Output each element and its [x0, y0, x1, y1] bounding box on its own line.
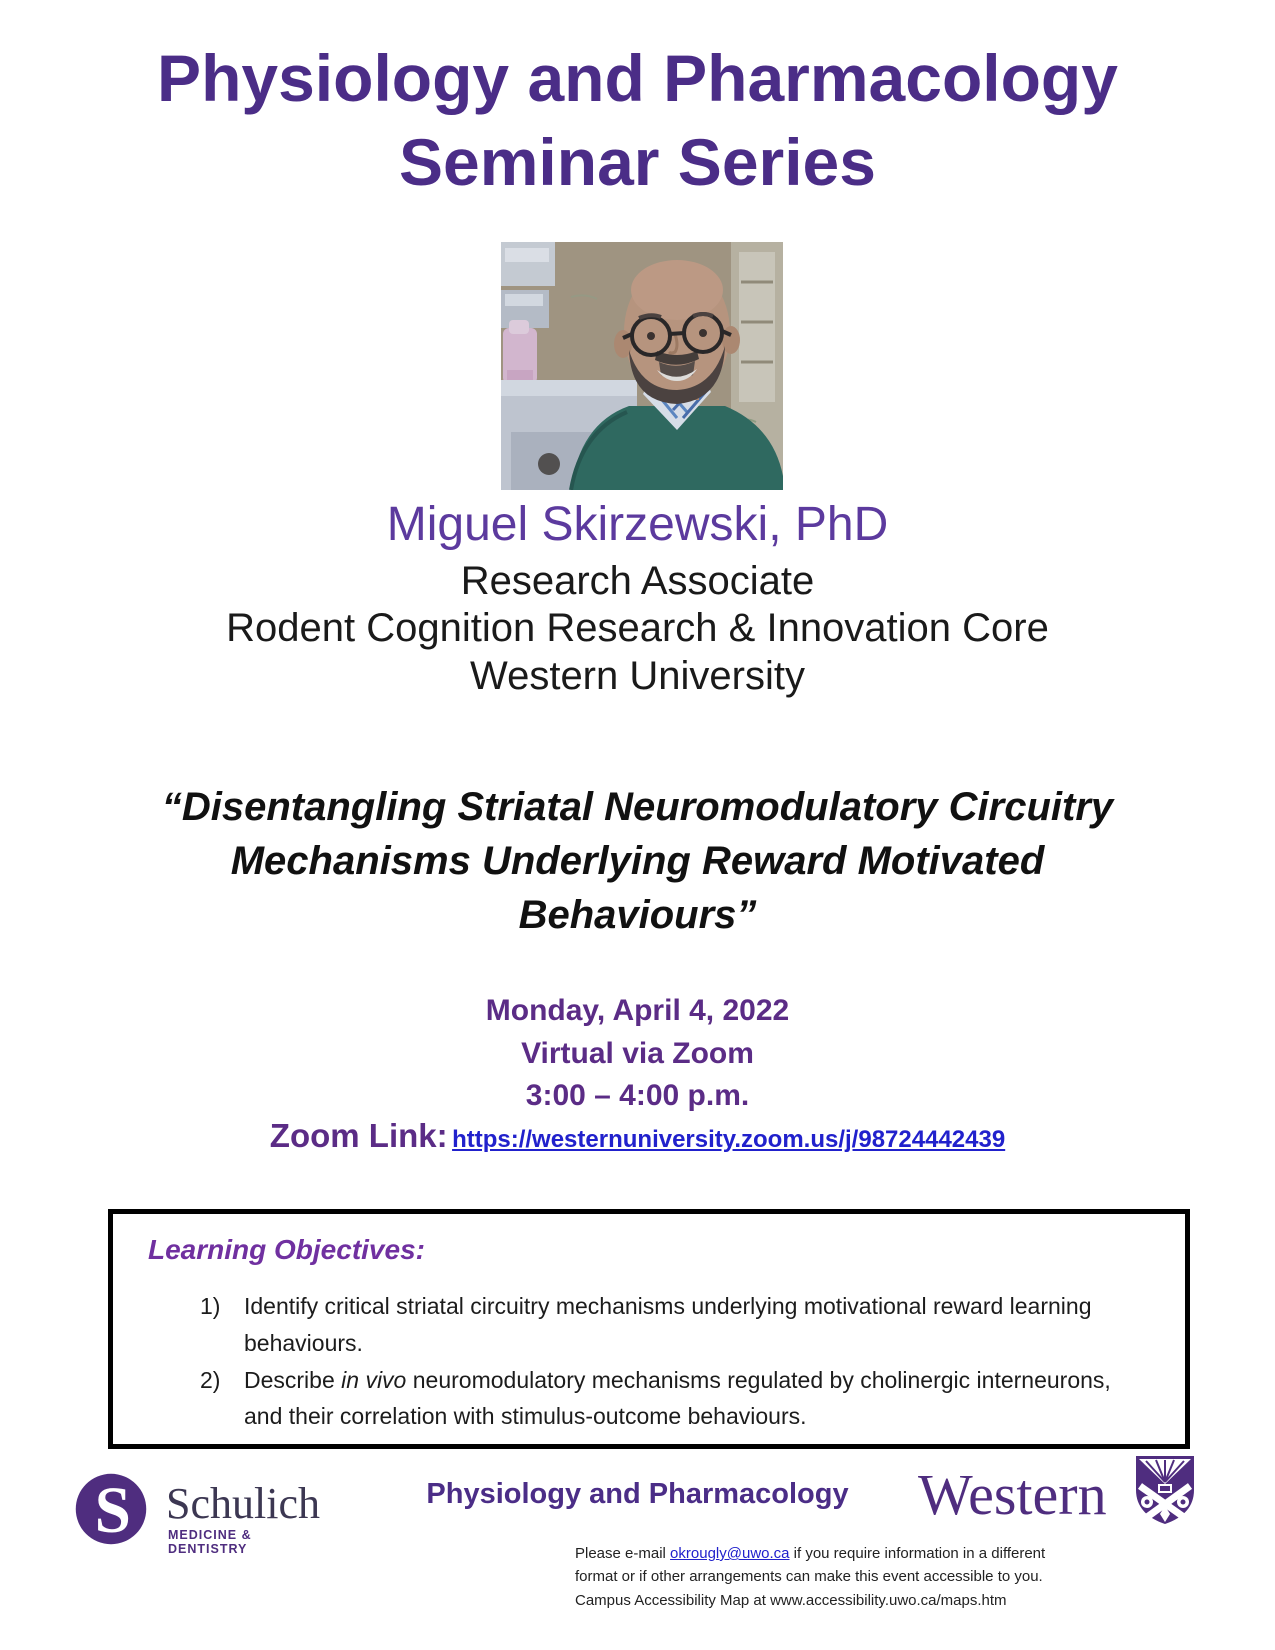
accessibility-note — [575, 1542, 1080, 1612]
page-title-line1: Physiology and Pharmacology — [157, 41, 1118, 115]
speaker-photo-illustration — [501, 242, 783, 490]
event-time: 3:00 – 4:00 p.m. — [525, 1079, 750, 1113]
schulich-subtitle: MEDICINE & DENTISTRY — [168, 1528, 252, 1556]
objective-2-number: 2) — [200, 1366, 221, 1393]
accessibility-email-link[interactable]: okrougly@uwo.ca — [670, 1545, 790, 1562]
learning-objectives-box — [108, 1209, 1190, 1449]
footer-department: Physiology and Pharmacology — [426, 1478, 849, 1510]
talk-title-line1: “Disentangling Striatal Neuromodulatory Circuitry — [161, 785, 1114, 829]
learning-objectives-heading: Learning Objectives: — [148, 1234, 425, 1265]
speaker-university: Western University — [470, 653, 805, 698]
objective-2-suffix: neuromodulatory mechanisms regulated by cholinergic interneurons, and their correlation with stimulus-outcome behaviours. — [244, 1366, 1111, 1430]
schulich-wordmark: Schulich — [166, 1479, 320, 1528]
talk-title — [40, 780, 1235, 942]
page-title-line2: Seminar Series — [399, 125, 876, 200]
objective-1-number: 1) — [200, 1293, 221, 1319]
event-mode: Virtual via Zoom — [521, 1036, 754, 1070]
speaker-photo — [501, 242, 783, 490]
objective-2-text — [244, 1362, 1144, 1436]
zoom-link-label: Zoom Link: — [269, 1117, 448, 1154]
event-date: Monday, April 4, 2022 — [485, 994, 790, 1027]
page-title — [0, 36, 1275, 205]
talk-title-line3: Behaviours” — [518, 893, 757, 937]
objective-item-2 — [200, 1362, 1155, 1436]
speaker-role: Research Associate — [460, 559, 815, 604]
objective-2-italic-term: in vivo — [341, 1366, 407, 1393]
speaker-name: Miguel Skirzewski, PhD — [386, 498, 889, 551]
western-logo — [918, 1452, 1203, 1536]
svg-text:S: S — [94, 1474, 131, 1546]
speaker-affiliation: Rodent Cognition Research & Innovation Core — [226, 606, 1049, 651]
event-details — [0, 990, 1275, 1118]
accessibility-note-prefix: Please e-mail — [575, 1545, 671, 1562]
talk-title-line2: Mechanisms Underlying Reward Motivated — [230, 839, 1045, 883]
zoom-link-line — [0, 1117, 1275, 1155]
speaker-block — [0, 497, 1275, 700]
zoom-link[interactable]: https://westernuniversity.zoom.us/j/98724442439 — [452, 1126, 1006, 1153]
objective-1-text: Identify critical striatal circuitry mechanisms underlying motivational reward learning behaviours. — [244, 1293, 1092, 1356]
objective-item-1 — [200, 1288, 1155, 1362]
western-crest-icon — [1134, 1454, 1196, 1526]
objective-2-prefix: Describe — [244, 1366, 342, 1393]
accessibility-note-suffix: if you require information in a different format or if other arrangements can make this event accessible to you. Campus Accessibility Map at www.accessibility.uwo.ca/maps.htm — [575, 1545, 1046, 1609]
western-wordmark: Western — [918, 1462, 1107, 1527]
